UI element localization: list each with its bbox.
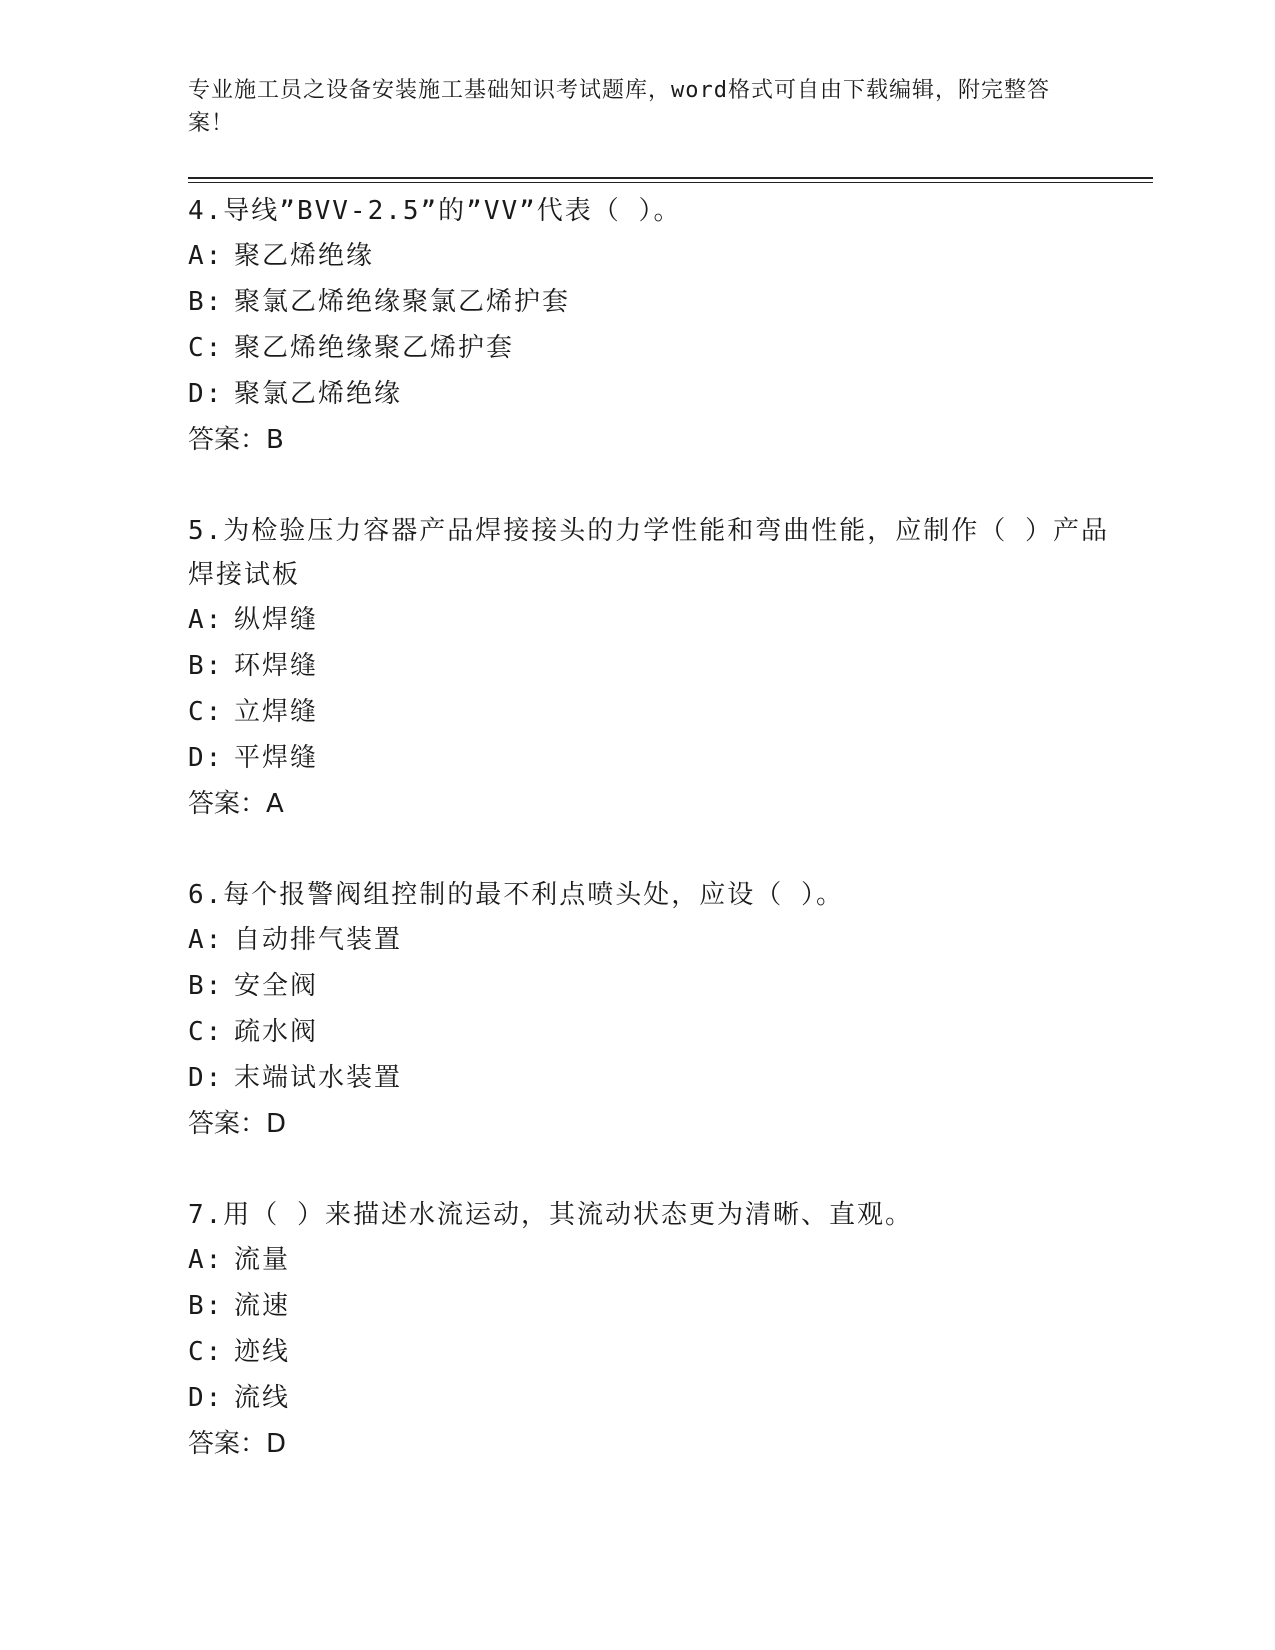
option-letter: D:	[188, 379, 224, 409]
option-letter: D:	[188, 1383, 224, 1413]
option-letter: A:	[188, 1245, 224, 1275]
question-stem: 4.导线”BVV-2.5”的”VV”代表（ ）。	[188, 196, 682, 226]
option-text: 聚氯乙烯绝缘	[234, 379, 403, 409]
answer-line: 答案：A	[188, 789, 284, 819]
answer-line: 答案：B	[188, 425, 284, 455]
option-letter: A:	[188, 241, 224, 271]
option-letter: C:	[188, 333, 224, 363]
option-text: 安全阀	[234, 971, 319, 1001]
answer-line: 答案：D	[188, 1109, 287, 1139]
option-letter: B:	[188, 651, 224, 681]
option-d	[188, 1375, 1128, 1421]
option-d	[188, 735, 1128, 781]
answer-line: 答案：D	[188, 1429, 287, 1459]
option-text: 流量	[234, 1245, 291, 1275]
option-text: 环焊缝	[234, 651, 319, 681]
option-text: 疏水阀	[234, 1017, 319, 1047]
option-b	[188, 1283, 1128, 1329]
option-b	[188, 963, 1128, 1009]
header-divider-thin	[188, 182, 1153, 183]
option-d	[188, 1055, 1128, 1101]
option-text: 聚乙烯绝缘聚乙烯护套	[234, 333, 515, 363]
option-d	[188, 371, 1128, 417]
option-text: 立焊缝	[234, 697, 319, 727]
option-c	[188, 689, 1128, 735]
question-stem: 7.用（ ）来描述水流运动，其流动状态更为清晰、直观。	[188, 1200, 913, 1230]
option-text: 流速	[234, 1291, 291, 1321]
question-stem: 6.每个报警阀组控制的最不利点喷头处，应设（ ）。	[188, 880, 844, 910]
question-stem: 5.为检验压力容器产品焊接接头的力学性能和弯曲性能，应制作（ ）产品焊接试板	[188, 516, 1109, 590]
option-a	[188, 1237, 1128, 1283]
option-letter: B:	[188, 1291, 224, 1321]
option-text: 纵焊缝	[234, 605, 319, 635]
option-b	[188, 279, 1128, 325]
option-c	[188, 1329, 1128, 1375]
option-c	[188, 1009, 1128, 1055]
option-b	[188, 643, 1128, 689]
option-c	[188, 325, 1128, 371]
option-text: 末端试水装置	[234, 1063, 403, 1093]
option-letter: C:	[188, 1017, 224, 1047]
question-list	[188, 189, 1128, 1513]
question-6	[188, 873, 1128, 1147]
option-a	[188, 917, 1128, 963]
option-letter: D:	[188, 743, 224, 773]
option-text: 流线	[234, 1383, 291, 1413]
option-a	[188, 597, 1128, 643]
option-letter: B:	[188, 971, 224, 1001]
header-divider-thick	[188, 177, 1153, 179]
option-letter: C:	[188, 1337, 224, 1367]
option-letter: D:	[188, 1063, 224, 1093]
option-a	[188, 233, 1128, 279]
option-letter: C:	[188, 697, 224, 727]
question-5	[188, 509, 1128, 827]
question-7	[188, 1193, 1128, 1467]
option-text: 平焊缝	[234, 743, 319, 773]
question-4	[188, 189, 1128, 463]
option-letter: A:	[188, 605, 224, 635]
document-header: 专业施工员之设备安装施工基础知识考试题库，word格式可自由下载编辑，附完整答案！	[188, 78, 1050, 136]
option-text: 聚氯乙烯绝缘聚氯乙烯护套	[234, 287, 571, 317]
option-text: 聚乙烯绝缘	[234, 241, 375, 271]
option-letter: B:	[188, 287, 224, 317]
option-text: 自动排气装置	[234, 925, 403, 955]
option-text: 迹线	[234, 1337, 291, 1367]
option-letter: A:	[188, 925, 224, 955]
